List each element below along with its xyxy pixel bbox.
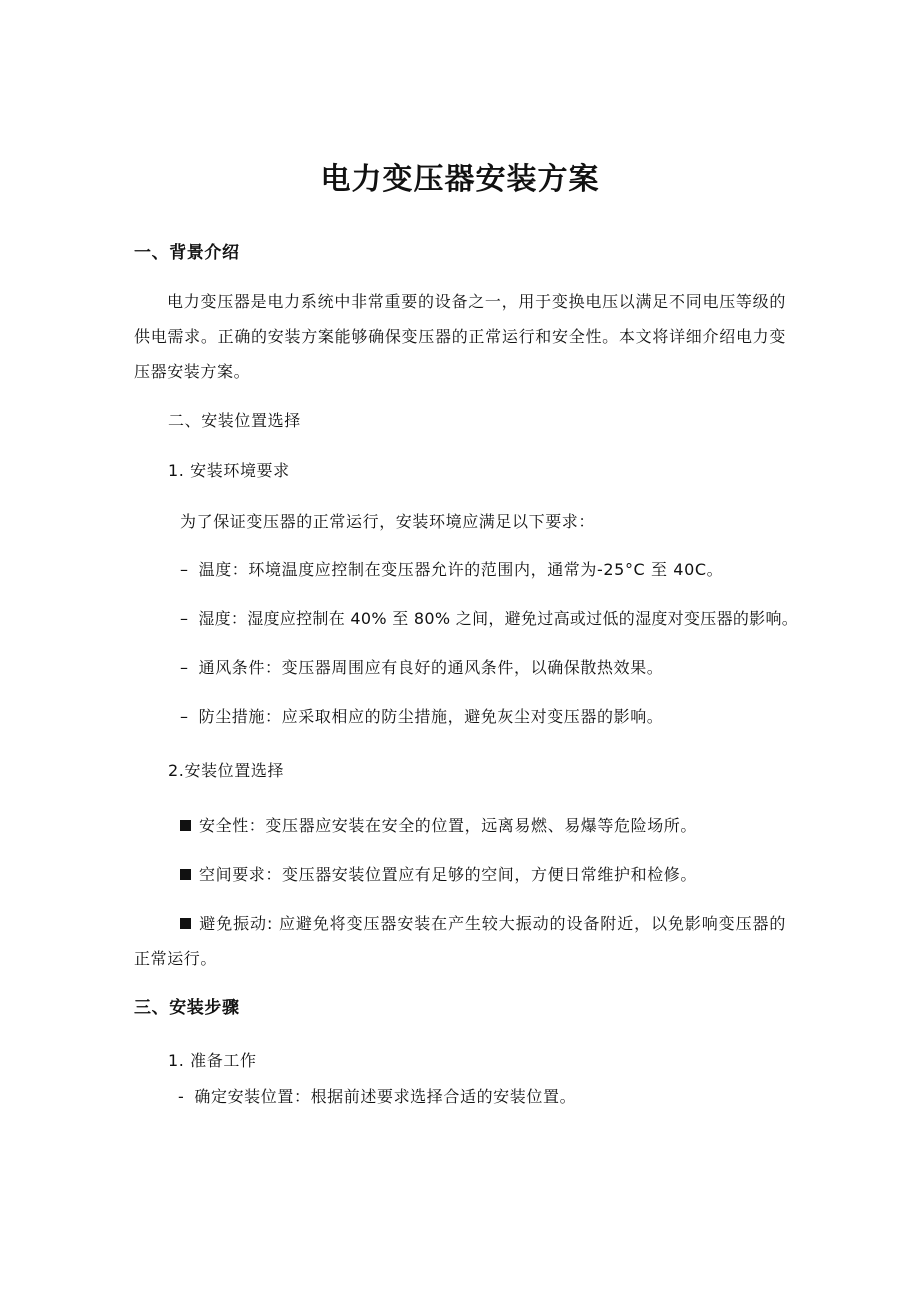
square-bullet-icon	[180, 820, 191, 831]
list-item	[134, 906, 786, 976]
list-item	[180, 657, 663, 679]
list-item	[180, 706, 663, 728]
document-title: 电力变压器安装方案	[320, 162, 600, 197]
subsection-3-1-heading: 1. 准备工作	[168, 1051, 257, 1070]
list-item	[180, 815, 697, 837]
list-item-text: 通风条件：变压器周围应有良好的通风条件，以确保散热效果。	[198, 658, 664, 677]
square-bullet-icon	[180, 869, 191, 880]
square-bullet-icon	[180, 918, 191, 929]
subsection-2-1-heading: 1. 安装环境要求	[168, 461, 290, 480]
section-3-heading: 三、安装步骤	[134, 998, 240, 1018]
dash-bullet: –	[180, 707, 189, 726]
list-item	[178, 1086, 576, 1108]
dash-bullet: –	[180, 609, 189, 628]
dash-bullet: –	[180, 658, 189, 677]
list-item-text: 避免振动: 应避免将变压器安装在产生较大振动的设备附近，以免影响变压器的正常运行。	[134, 914, 786, 968]
subsection-2-2-heading: 2.安装位置选择	[168, 761, 285, 780]
list-item-text: 安全性：变压器应安装在安全的位置，远离易燃、易爆等危险场所。	[199, 816, 698, 835]
list-item	[180, 608, 798, 630]
list-item	[180, 864, 697, 886]
list-item-text: 空间要求：变压器安装位置应有足够的空间，方便日常维护和检修。	[199, 865, 698, 884]
subsection-2-1-intro: 为了保证变压器的正常运行，安装环境应满足以下要求：	[180, 512, 596, 531]
list-item	[180, 559, 723, 581]
list-item-text: 湿度：湿度应控制在 40% 至 80% 之间，避免过高或过低的湿度对变压器的影响。	[198, 609, 799, 628]
dash-bullet: -	[178, 1087, 185, 1106]
list-item-text: 温度：环境温度应控制在变压器允许的范围内，通常为-25°C 至 40C。	[198, 560, 724, 579]
section-1-heading: 一、背景介绍	[134, 243, 240, 263]
list-item-text: 确定安装位置：根据前述要求选择合适的安装位置。	[194, 1087, 577, 1106]
section-1-paragraph: 电力变压器是电力系统中非常重要的设备之一，用于变换电压以满足不同电压等级的供电需求。正确的安装方案能够确保变压器的正常运行和安全性。本文将详细介绍电力变压器安装方案。	[134, 292, 786, 381]
list-item-text: 防尘措施：应采取相应的防尘措施，避免灰尘对变压器的影响。	[198, 707, 664, 726]
dash-bullet: –	[180, 560, 189, 579]
section-2-heading: 二、安装位置选择	[168, 411, 301, 430]
